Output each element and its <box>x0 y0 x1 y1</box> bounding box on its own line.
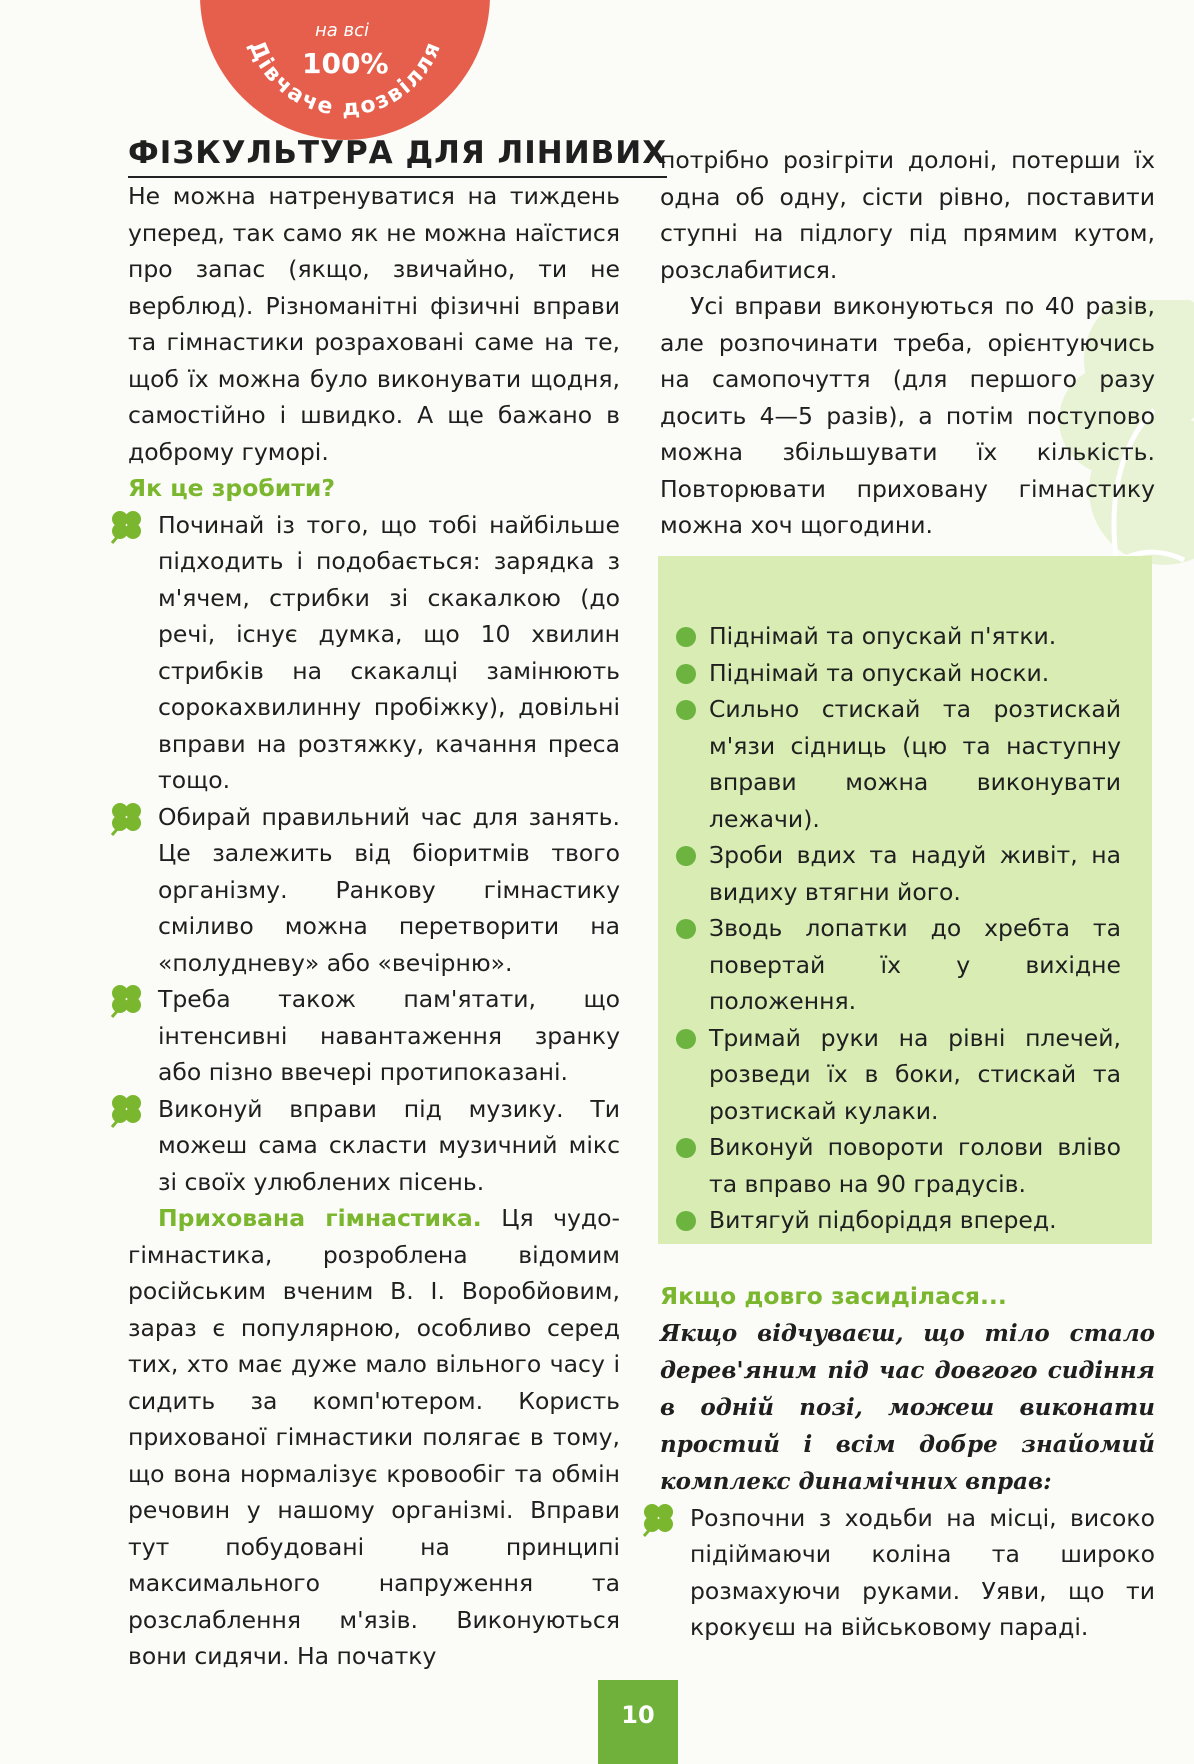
list-item: Починай із того, що тобі найбільше підходить і подобається: зарядка з м'ячем, стрибки зі скакалкою (до речі, існує думка, що 10 хвилин стрибків на скакалці замінюють сорокахвилинну пробіжку), довільні вправи на розтяжку, качання преса тощо. <box>128 507 620 799</box>
bullet-dot-icon <box>676 1029 696 1049</box>
left-column <box>128 178 620 1675</box>
bullet-dot-icon <box>676 664 696 684</box>
list-item: Виконуй повороти голови вліво та вправо на 90 градусів. <box>676 1129 1121 1202</box>
page-title: ФІЗКУЛЬТУРА ДЛЯ ЛІНИВИХ <box>128 136 667 178</box>
repetition-paragraph: Усі вправи виконуються по 40 разів, але розпочинати треба, орієнтуючись на самопочуття (для першого разу досить 4—5 разів), а потім поступово можна збільшувати їх кількість. Повторювати приховану гімнастику можна хоч щогодини. <box>660 292 1155 539</box>
list-item: Виконуй вправи під музику. Ти можеш сама скласти музичний мікс зі своїх улюблених пісень. <box>128 1091 620 1201</box>
bullet-dot-icon <box>676 919 696 939</box>
badge-percent: 100% <box>302 47 389 80</box>
intro-paragraph: Не можна натренуватися на тиждень уперед, так само як не можна наїстися про запас (якщо, звичайно, ти не верблюд). Різноманітні фізичні вправи та гімнастики розраховані саме на те, щоб їх можна було виконувати щодня, самостійно і швидко. А ще бажано в доброму гуморі. <box>128 182 620 466</box>
series-badge <box>200 0 490 140</box>
hidden-gymnastics-label: Прихована гімнастика. <box>158 1204 482 1232</box>
list-item: Розпочни з ходьби на місці, високо підіймаючи коліна та широко розмахуючи руками. Уяви, що ти крокуєш на військовому параді. <box>660 1500 1155 1646</box>
subheading-how: Як це зробити? <box>128 474 335 502</box>
badge-series-name: Дівчаче дозвілля <box>243 36 447 122</box>
page-number: 10 <box>598 1680 678 1764</box>
continued-paragraph: потрібно розігріти долоні, потерши їх одна об одну, сісти рівно, поставити ступні на підлогу під прямим кутом, розслабитися. <box>660 146 1155 284</box>
right-column <box>660 142 1155 544</box>
list-item: Піднімай та опускай п'ятки. <box>676 618 1121 655</box>
list-item: Треба також пам'ятати, що інтенсивні навантаження зранку або пізно ввечері протипоказані. <box>128 981 620 1091</box>
badge-small-text: на всі <box>315 20 370 41</box>
bullet-dot-icon <box>676 1211 696 1231</box>
list-item: Зроби вдих та надуй живіт, на видиху втягни його. <box>676 837 1121 910</box>
clover-icon <box>106 1093 148 1129</box>
hidden-gymnastics-paragraph: Прихована гімнастика. Ця чудо-гімнастика, розроблена відомим російським вченим В. І. Воробйовим, зараз є популярною, особливо серед тих, хто має дуже мало вільного часу і сидить за комп'ютером. Користь прихованої гімнастики полягає в тому, що вона нормалізує кровообіг та обмін речовин у нашому організмі. Вправи тут побудовані на принципі максимального напруження та розслаблення м'язів. Виконуються вони сидячи. На початку <box>128 1204 621 1670</box>
clover-icon <box>638 1502 680 1538</box>
list-item: Витягуй підборіддя вперед. <box>676 1202 1121 1239</box>
bullet-dot-icon <box>676 700 696 720</box>
bullet-dot-icon <box>676 1138 696 1158</box>
clover-icon <box>106 509 148 545</box>
sitting-section <box>660 1278 1155 1646</box>
list-item: Обирай правильний час для занять. Це залежить від біоритмів твого організму. Ранкову гімнастику сміливо можна перетворити на «полудневу» або «вечірню». <box>128 799 620 982</box>
exercise-list <box>676 618 1121 1239</box>
list-item: Сильно стискай та розтискай м'язи сідниць (цю та наступну вправи можна виконувати лежачи). <box>676 691 1121 837</box>
list-item: Зводь лопатки до хребта та повертай їх у вихідне положення. <box>676 910 1121 1020</box>
bullet-dot-icon <box>676 627 696 647</box>
bullet-dot-icon <box>676 846 696 866</box>
list-item: Тримай руки на рівні плечей, розведи їх в боки, стискай та розтискай кулаки. <box>676 1020 1121 1130</box>
handwritten-paragraph: Якщо відчуваєш, що тіло стало дерев'яним під час довгого сидіння в одній позі, можеш виконати простий і всім добре знайомий комплекс динамічних вправ: <box>660 1319 1155 1495</box>
list-item: Піднімай та опускай носки. <box>676 655 1121 692</box>
subheading-sitting: Якщо довго засиділася... <box>660 1282 1007 1310</box>
clover-icon <box>106 801 148 837</box>
clover-icon <box>106 983 148 1019</box>
